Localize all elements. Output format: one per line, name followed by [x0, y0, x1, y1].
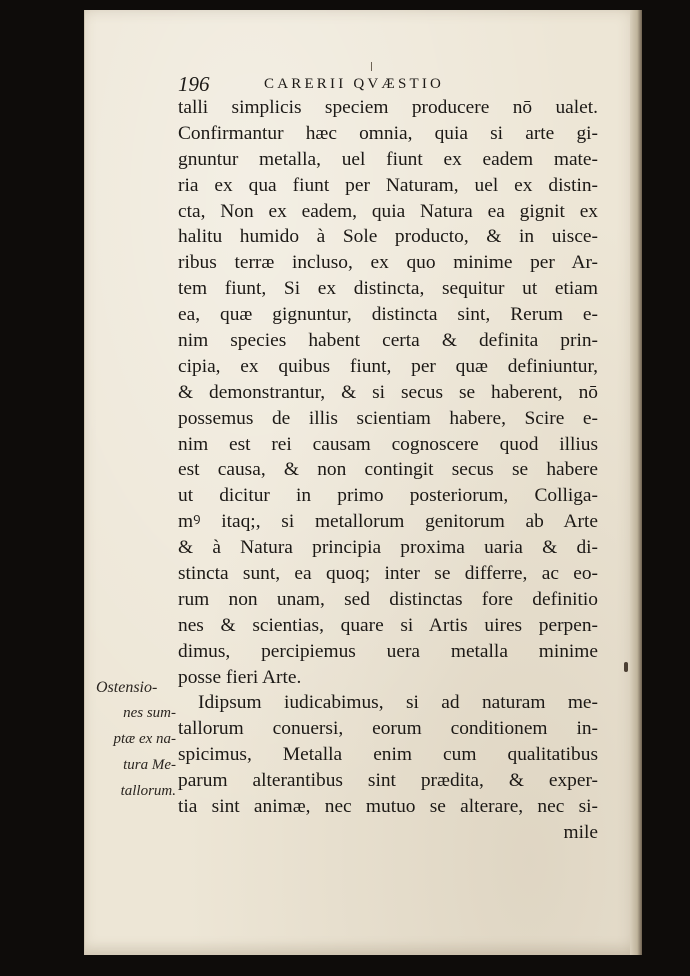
text-line: Confirmantur hæc omnia, quia si arte gi-: [178, 122, 598, 144]
text-line: dimus, percipiemus uera metalla minime: [178, 640, 598, 662]
text-line: parum alterantibus sint prædita, & exper-: [178, 770, 598, 792]
text-line: nim est rei causam cognoscere quod illius: [178, 433, 598, 455]
margin-note-line: ptæ ex na-: [113, 730, 176, 747]
text-line: nes & scientias, quare si Artis uires perpen-: [178, 614, 598, 636]
text-line: ea, quæ gignuntur, distincta sint, Rerum e-: [178, 304, 598, 326]
marginal-note: [96, 675, 176, 804]
text-line: spicimus, Metalla enim cum qualitatibus: [178, 744, 598, 766]
text-line: tia sint animæ, nec mutuo se alterare, nec si-: [178, 796, 598, 818]
page-number: 196: [178, 72, 210, 96]
text-line: cta, Non ex eadem, quia Natura ea gignit ex: [178, 200, 598, 222]
text-line: halitu humido à Sole producto, & in uisce-: [178, 226, 598, 248]
text-line: & à Natura principia proxima uaria & di-: [178, 537, 598, 559]
text-line: ria ex qua fiunt per Naturam, uel ex distin-: [178, 174, 598, 196]
text-line: mꝰ itaq;, si metallorum genitorum ab Arte: [178, 511, 598, 533]
catchword: mile: [563, 821, 598, 843]
print-mark: [371, 62, 372, 71]
body-text: [178, 95, 598, 846]
text-line: & demonstrantur, & si secus se haberent, nō: [178, 381, 598, 403]
text-line: stincta sunt, ea quoq; inter se differre, ac eo-: [178, 563, 598, 585]
text-line: ribus terræ incluso, ex quo minime per Ar-: [178, 252, 598, 274]
header-title: CARERII QVÆSTIO: [264, 76, 445, 92]
text-line: gnuntur metalla, uel fiunt ex eadem mate-: [178, 148, 598, 170]
page-edge-shadow: [630, 10, 642, 955]
paragraph-start-line: Idipsum iudicabimus, si ad naturam me-: [198, 692, 598, 714]
text-line: ut dicitur in primo posteriorum, Colliga-: [178, 485, 598, 507]
margin-note-line: tura Me-: [123, 756, 176, 773]
text-line: tem fiunt, Si ex distincta, sequitur ut etiam: [178, 278, 598, 300]
running-head: [178, 71, 598, 97]
paragraph-end-line: posse fieri Arte.: [178, 666, 302, 688]
text-line: possemus de illis scientiam habere, Scire e-: [178, 407, 598, 429]
margin-note-line: tallorum.: [120, 782, 176, 799]
ink-mark: [624, 662, 628, 672]
text-line: rum non unam, sed distinctas fore definitio: [178, 588, 598, 610]
text-line: talli simplicis speciem producere nō ualet.: [178, 97, 598, 118]
text-line: cipia, ex quibus fiunt, per quæ definiuntur,: [178, 355, 598, 377]
text-line: nim species habent certa & definita prin-: [178, 330, 598, 352]
margin-note-line: Ostensio-: [96, 679, 158, 696]
text-line: est causa, & non contingit secus se habere: [178, 459, 598, 481]
margin-note-line: nes sum-: [123, 704, 176, 721]
text-line: tallorum conuersi, eorum conditionem in-: [178, 718, 598, 740]
